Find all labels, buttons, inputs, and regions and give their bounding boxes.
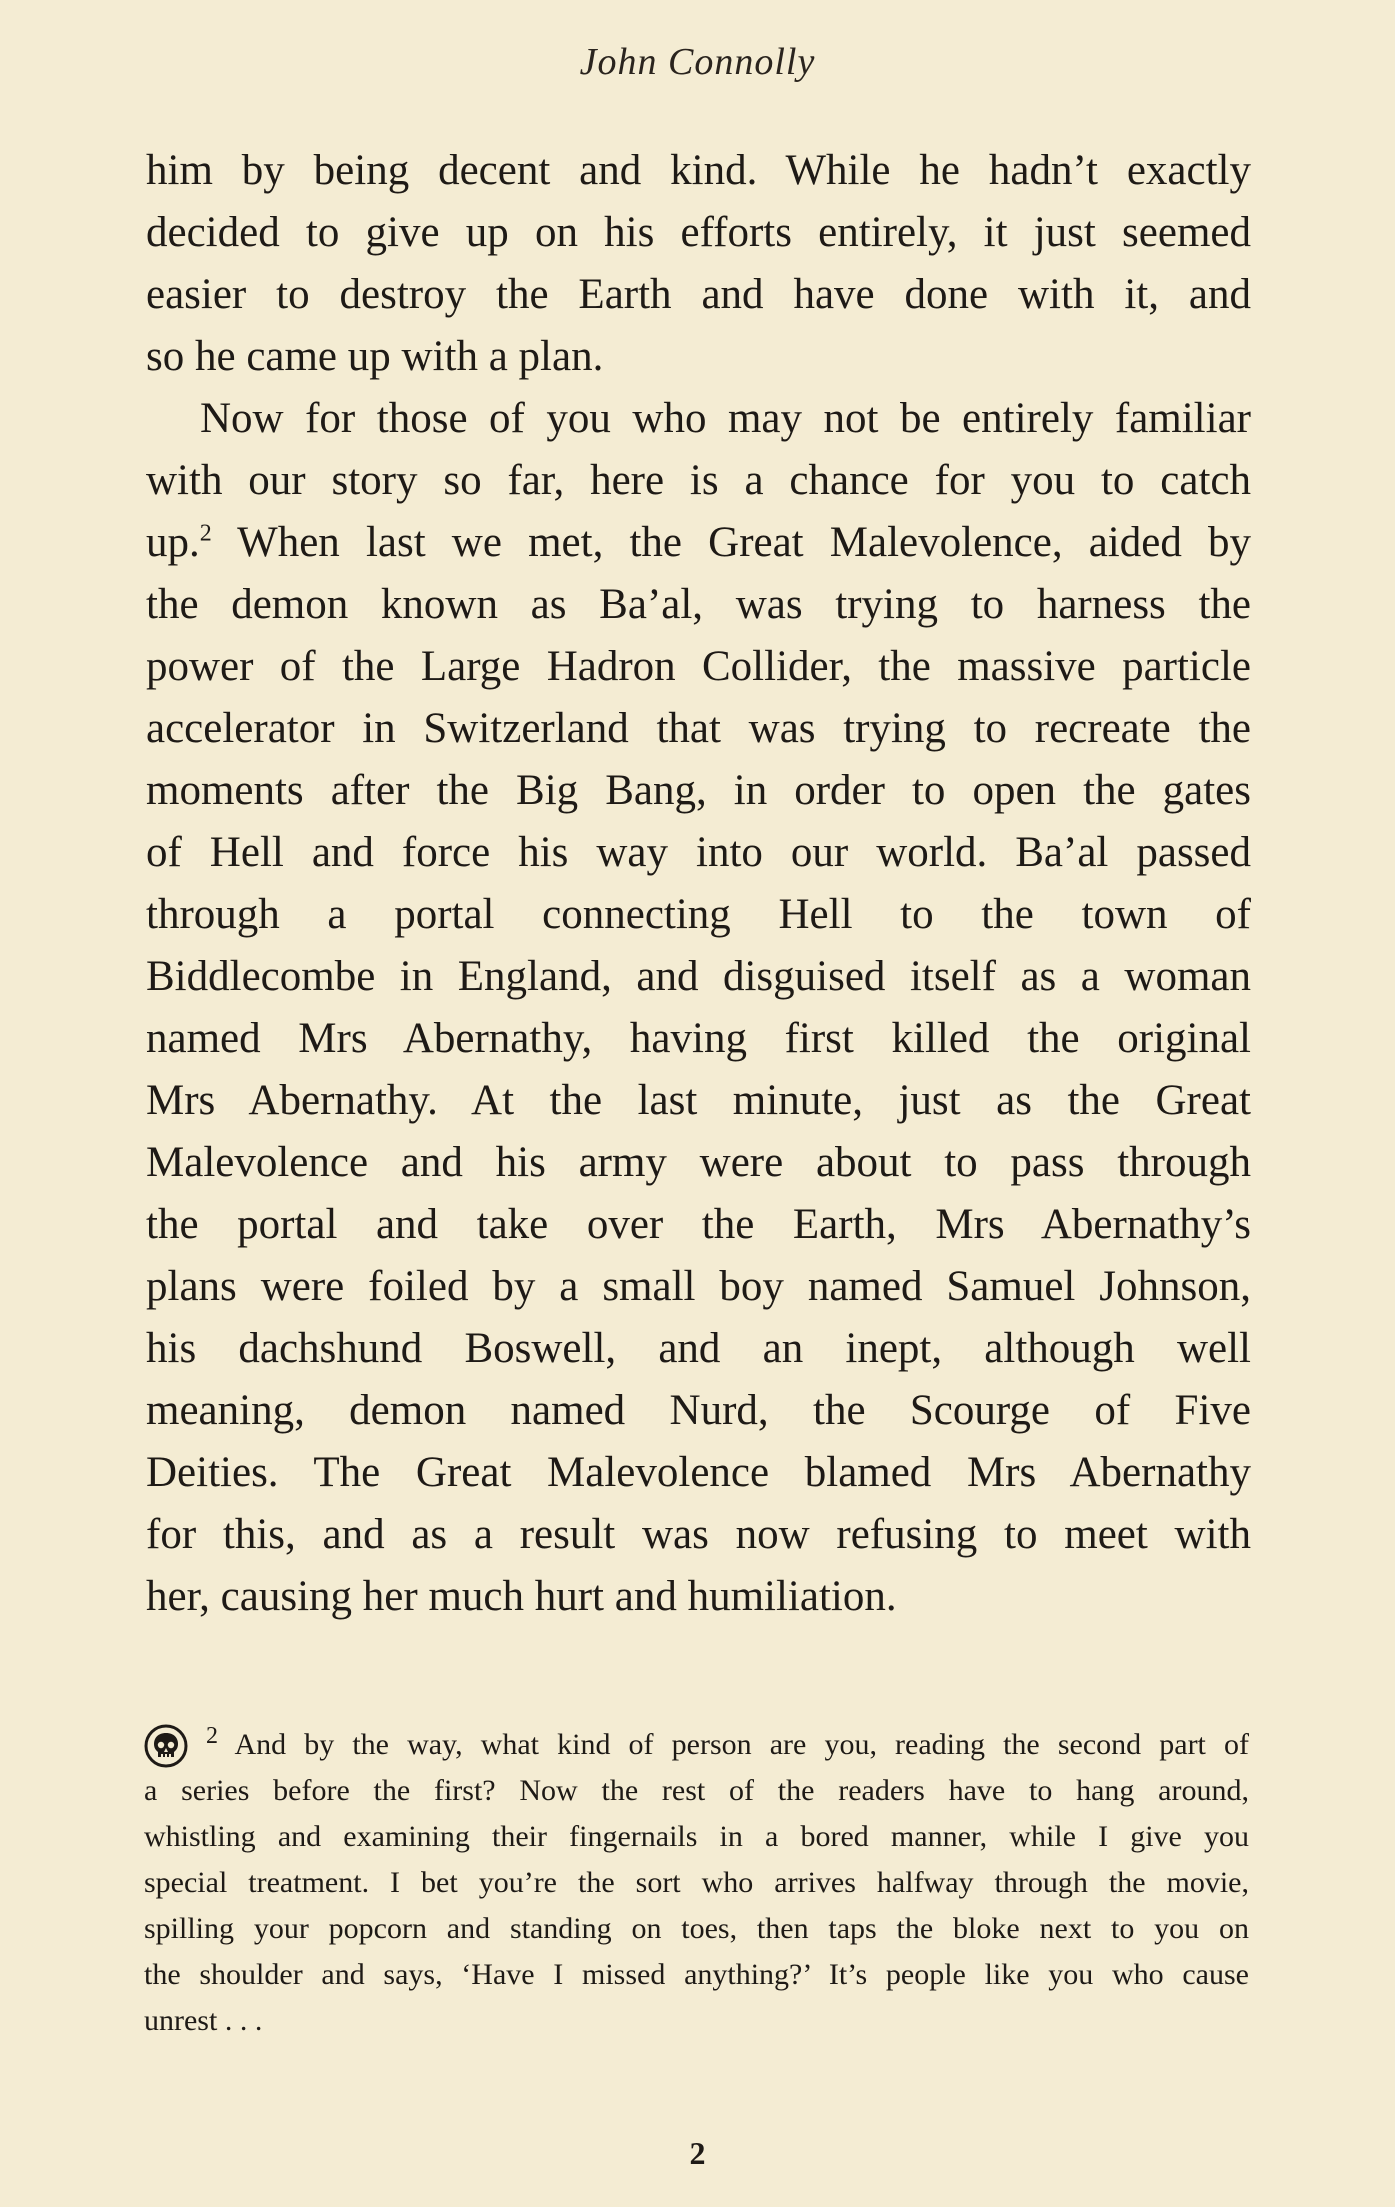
body-line: for this, and as a result was now refusing to meet with: [146, 1511, 1251, 1558]
footnote-line: [144, 1722, 1249, 1768]
body-line: power of the Large Hadron Collider, the massive particle: [146, 643, 1251, 690]
footnote-text: And by the way, what kind of person are you, reading the second part of: [234, 1728, 1249, 1761]
line-rest: When last we met, the Great Malevolence, aided by: [237, 519, 1251, 566]
body-line: accelerator in Switzerland that was trying to recreate the: [146, 705, 1251, 752]
footnote-line: the shoulder and says, ‘Have I missed anything?’ It’s people like you who cause: [144, 1958, 1249, 1991]
body-line: of Hell and force his way into our world. Ba’al passed: [146, 829, 1251, 876]
running-head: John Connolly: [579, 41, 816, 83]
footnote-reference[interactable]: 2: [199, 520, 212, 547]
body-line: with our story so far, here is a chance for you to catch: [146, 457, 1251, 504]
footnote-line: a series before the first? Now the rest of the readers have to hang around,: [144, 1774, 1249, 1807]
body-line: so he came up with a plan.: [146, 333, 604, 380]
body-line: meaning, demon named Nurd, the Scourge of Five: [146, 1387, 1251, 1434]
body-line-with-footnote-ref: [146, 512, 1251, 574]
body-line: the demon known as Ba’al, was trying to harness the: [146, 581, 1251, 628]
body-line: easier to destroy the Earth and have done with it, and: [146, 271, 1251, 318]
footnote: [144, 1722, 1249, 2044]
body-line: decided to give up on his efforts entirely, it just seemed: [146, 209, 1251, 256]
body-line: through a portal connecting Hell to the town of: [146, 891, 1251, 938]
body-line: moments after the Big Bang, in order to open the gates: [146, 767, 1251, 814]
footnote-marker: 2: [206, 1723, 218, 1749]
footnote-line: special treatment. I bet you’re the sort who arrives halfway through the movie,: [144, 1866, 1249, 1899]
footnote-line: unrest . . .: [144, 2004, 263, 2037]
body-text: [146, 140, 1251, 1628]
body-line: the portal and take over the Earth, Mrs Abernathy’s: [146, 1201, 1251, 1248]
body-line: named Mrs Abernathy, having first killed the original: [146, 1015, 1251, 1062]
body-line: Deities. The Great Malevolence blamed Mrs Abernathy: [146, 1449, 1251, 1496]
footnote-line: whistling and examining their fingernails in a bored manner, while I give you: [144, 1820, 1249, 1853]
body-line: Now for those of you who may not be entirely familiar: [200, 395, 1251, 442]
body-line: Malevolence and his army were about to pass through: [146, 1139, 1251, 1186]
body-line: Biddlecombe in England, and disguised itself as a woman: [146, 953, 1251, 1000]
line-prefix: up.: [146, 519, 200, 566]
body-line: him by being decent and kind. While he hadn’t exactly: [146, 147, 1251, 194]
body-line: plans were foiled by a small boy named Samuel Johnson,: [146, 1263, 1251, 1310]
skull-icon: [144, 1724, 188, 1768]
footnote-line: spilling your popcorn and standing on toes, then taps the bloke next to you on: [144, 1912, 1249, 1945]
page-number: 2: [689, 2135, 706, 2171]
body-line: Mrs Abernathy. At the last minute, just as the Great: [146, 1077, 1251, 1124]
body-line: his dachshund Boswell, and an inept, although well: [146, 1325, 1251, 1372]
body-line: her, causing her much hurt and humiliation.: [146, 1573, 897, 1620]
